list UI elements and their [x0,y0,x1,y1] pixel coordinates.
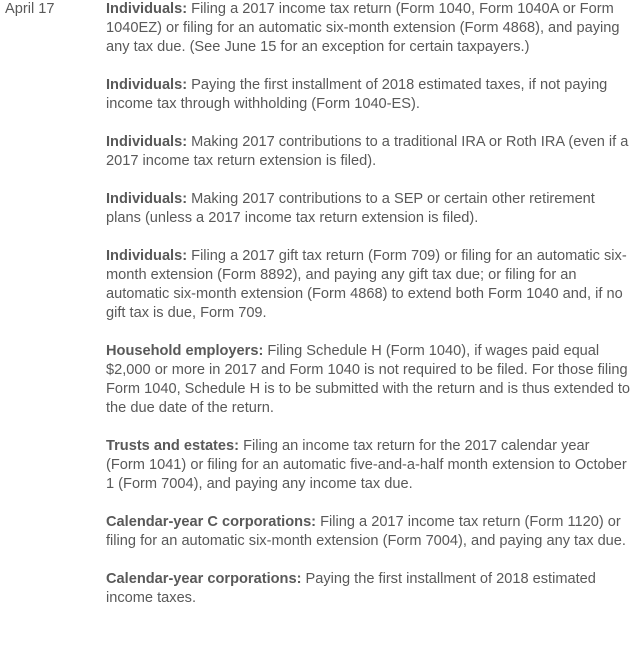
deadline-heading: Individuals: [106,248,188,264]
deadline-item [106,0,632,57]
deadline-item [106,570,632,608]
deadline-heading: Individuals: [106,1,188,17]
deadline-heading: Individuals: [106,134,188,150]
deadline-item [106,133,632,171]
deadline-heading: Calendar-year corporations: [106,571,302,587]
deadline-list [106,0,632,627]
deadline-item [106,190,632,228]
deadline-text: Making 2017 contributions to a traditional IRA or Roth IRA (even if a 2017 income tax return extension is filed). [106,134,629,169]
deadline-heading: Calendar-year C corporations: [106,514,317,530]
deadline-item [106,76,632,114]
deadline-text: Filing a 2017 income tax return (Form 1040, Form 1040A or Form 1040EZ) or filing for an automatic six-month extension (Form 4868), and paying any tax due. (See June 15 for an exception for certain taxpayers.) [106,1,620,55]
deadline-item [106,342,632,418]
deadline-text: Making 2017 contributions to a SEP or certain other retirement plans (unless a 2017 income tax return extension is filed). [106,191,595,226]
deadline-item [106,513,632,551]
deadline-text: Filing a 2017 gift tax return (Form 709) or filing for an automatic six-month extension (Form 8892), and paying any gift tax due; or filing for an automatic six-month extension (Form 4868) to extend both Form 1040 and, if no gift tax is due, Form 709. [106,248,627,321]
deadline-text: Paying the first installment of 2018 estimated taxes, if not paying income tax through withholding (Form 1040-ES). [106,77,608,112]
date-label: April 17 [5,1,55,17]
deadline-heading: Individuals: [106,77,188,93]
deadline-heading: Household employers: [106,343,264,359]
deadline-text: Filing a 2017 income tax return (Form 1120) or filing for an automatic six-month extension (Form 7004), and paying any tax due. [106,514,626,549]
deadline-heading: Trusts and estates: [106,438,240,454]
deadline-text: Paying the first installment of 2018 estimated income taxes. [106,571,596,606]
deadline-text: Filing an income tax return for the 2017 calendar year (Form 1041) or filing for an automatic five-and-a-half month extension to October 1 (Form 7004), and paying any income tax due. [106,438,627,492]
deadline-text: Filing Schedule H (Form 1040), if wages paid equal $2,000 or more in 2017 and Form 1040 is not required to be filed. For those filing Form 1040, Schedule H is to be submitted with the return and is thus extended to the due date of the return. [106,343,631,416]
deadline-heading: Individuals: [106,191,188,207]
deadline-item [106,247,632,323]
deadline-item [106,437,632,494]
